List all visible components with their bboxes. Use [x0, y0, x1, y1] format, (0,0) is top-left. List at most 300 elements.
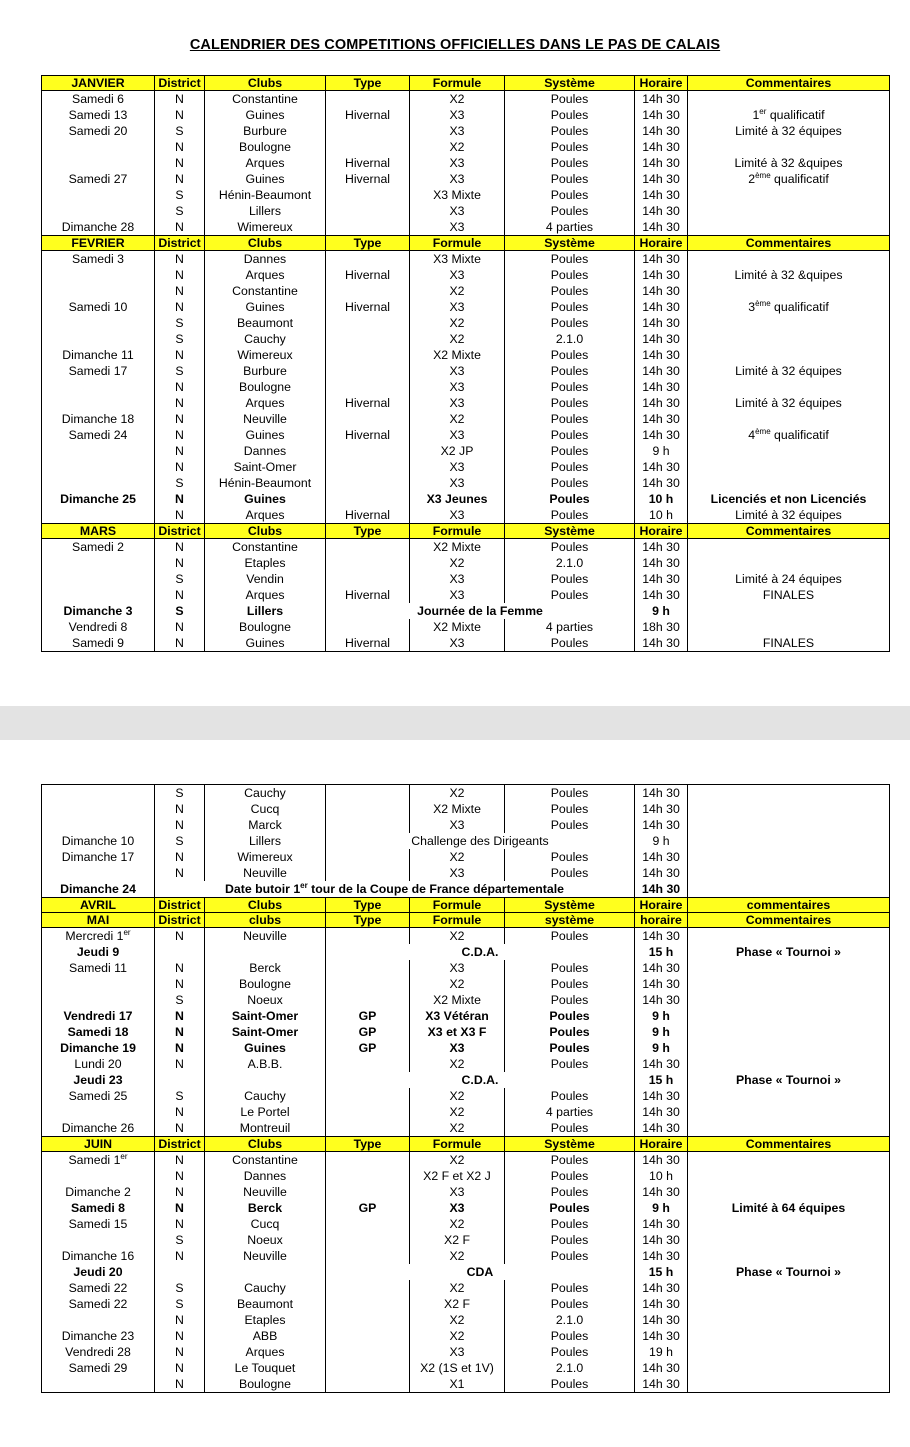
cell-club: Dannes	[205, 443, 326, 459]
cell-horaire: 14h 30	[635, 881, 688, 898]
cell-district: N	[155, 427, 205, 443]
cell-date	[42, 555, 155, 571]
cell-club: Guines	[205, 171, 326, 187]
cell-systeme: Poules	[505, 363, 635, 379]
table-row	[42, 203, 890, 219]
cell-formule: X3 et X3 F	[410, 1024, 505, 1040]
table-row	[42, 571, 890, 587]
cell-district: S	[155, 123, 205, 139]
cell-commentaire: Phase « Tournoi »	[688, 944, 890, 960]
cell-district: N	[155, 865, 205, 881]
cell-systeme: 2.1.0	[505, 1360, 635, 1376]
cell-club: Lillers	[205, 833, 326, 849]
cell-district: N	[155, 91, 205, 108]
cell-date: Samedi 29	[42, 1360, 155, 1376]
cell-club: Clubs	[205, 76, 326, 91]
cell-systeme: Poules	[505, 635, 635, 652]
cell-commentaire	[688, 331, 890, 347]
cell-club: Neuville	[205, 1248, 326, 1264]
cell-formule: Formule	[410, 76, 505, 91]
cell-systeme: Poules	[505, 1296, 635, 1312]
cell-club: Noeux	[205, 992, 326, 1008]
cell-formule: X2	[410, 785, 505, 802]
cell-formule: X3	[410, 171, 505, 187]
cell-type	[326, 1280, 410, 1296]
cell-horaire: 14h 30	[635, 928, 688, 945]
table-row	[42, 1072, 890, 1088]
cell-commentaire	[688, 603, 890, 619]
cell-commentaire: Limité à 32 &quipes	[688, 155, 890, 171]
cell-horaire: 14h 30	[635, 315, 688, 331]
cell-type	[326, 1088, 410, 1104]
cell-horaire: 9 h	[635, 603, 688, 619]
cell-horaire: 14h 30	[635, 1152, 688, 1169]
cell-systeme: 2.1.0	[505, 331, 635, 347]
cell-systeme: Poules	[505, 443, 635, 459]
cell-type	[326, 187, 410, 203]
cell-horaire: 9 h	[635, 833, 688, 849]
cell-systeme: Poules	[505, 379, 635, 395]
cell-horaire: 14h 30	[635, 219, 688, 236]
cell-club: Arques	[205, 267, 326, 283]
cell-horaire: Horaire	[635, 236, 688, 251]
cell-district	[155, 1072, 205, 1088]
cell-systeme: 4 parties	[505, 619, 635, 635]
cell-type	[326, 1168, 410, 1184]
cell-commentaire: FINALES	[688, 635, 890, 652]
cell-systeme: Poules	[505, 1120, 635, 1137]
cell-horaire: 14h 30	[635, 411, 688, 427]
cell-commentaire	[688, 187, 890, 203]
cell-date: MARS	[42, 524, 155, 539]
cell-district: District	[155, 76, 205, 91]
cell-formule: X3	[410, 507, 505, 524]
cell-date	[42, 507, 155, 524]
cell-district: S	[155, 603, 205, 619]
cell-commentaire	[688, 976, 890, 992]
cell-district: S	[155, 833, 205, 849]
cell-formule: X2	[410, 1312, 505, 1328]
cell-systeme: Poules	[505, 1024, 635, 1040]
table-row	[42, 1232, 890, 1248]
cell-merged-event: C.D.A.	[326, 1072, 635, 1088]
cell-district: S	[155, 1296, 205, 1312]
cell-formule: Formule	[410, 898, 505, 913]
cell-horaire: 14h 30	[635, 635, 688, 652]
cell-systeme: Poules	[505, 315, 635, 331]
cell-date: Vendredi 28	[42, 1344, 155, 1360]
cell-commentaire: 3ème qualificatif	[688, 299, 890, 315]
cell-systeme: Poules	[505, 283, 635, 299]
cell-club: Neuville	[205, 1184, 326, 1200]
cell-systeme: Poules	[505, 992, 635, 1008]
cell-club	[205, 1264, 326, 1280]
page-title: CALENDRIER DES COMPETITIONS OFFICIELLES DANS LE PAS DE CALAIS	[189, 37, 721, 53]
cell-systeme: Poules	[505, 1040, 635, 1056]
cell-club: Clubs	[205, 524, 326, 539]
cell-club: Arques	[205, 507, 326, 524]
cell-horaire: 14h 30	[635, 1376, 688, 1393]
table-row	[42, 944, 890, 960]
table-row	[42, 1264, 890, 1280]
cell-horaire: 14h 30	[635, 395, 688, 411]
cell-date: Dimanche 11	[42, 347, 155, 363]
cell-systeme: Poules	[505, 107, 635, 123]
cell-horaire: 14h 30	[635, 785, 688, 802]
cell-systeme: Poules	[505, 587, 635, 603]
cell-formule: X2	[410, 331, 505, 347]
cell-district: S	[155, 1088, 205, 1104]
cell-club: Marck	[205, 817, 326, 833]
cell-commentaire	[688, 881, 890, 898]
cell-type: GP	[326, 1040, 410, 1056]
cell-systeme: Système	[505, 898, 635, 913]
table-row	[42, 139, 890, 155]
cell-district: N	[155, 1184, 205, 1200]
cell-district: N	[155, 171, 205, 187]
table-row	[42, 299, 890, 315]
cell-date	[42, 475, 155, 491]
cell-horaire: 15 h	[635, 1072, 688, 1088]
cell-district: N	[155, 107, 205, 123]
cell-commentaire	[688, 960, 890, 976]
cell-type	[326, 1104, 410, 1120]
cell-formule: X2	[410, 1216, 505, 1232]
cell-club	[205, 1072, 326, 1088]
cell-district: S	[155, 187, 205, 203]
cell-formule: X3	[410, 459, 505, 475]
cell-systeme: Poules	[505, 491, 635, 507]
cell-club: Hénin-Beaumont	[205, 475, 326, 491]
cell-systeme: Poules	[505, 1216, 635, 1232]
cell-type	[326, 283, 410, 299]
cell-systeme: Système	[505, 524, 635, 539]
table-row	[42, 171, 890, 187]
cell-date: MAI	[42, 913, 155, 928]
table-row	[42, 1328, 890, 1344]
cell-date: Samedi 1er	[42, 1152, 155, 1169]
cell-commentaire	[688, 1232, 890, 1248]
cell-formule: X2	[410, 1328, 505, 1344]
cell-commentaire: Phase « Tournoi »	[688, 1264, 890, 1280]
cell-horaire: Horaire	[635, 524, 688, 539]
cell-district	[155, 944, 205, 960]
cell-commentaire	[688, 1056, 890, 1072]
cell-club: Beaumont	[205, 1296, 326, 1312]
table-row	[42, 155, 890, 171]
cell-date	[42, 155, 155, 171]
cell-commentaire: Limité à 32 équipes	[688, 363, 890, 379]
cell-date	[42, 817, 155, 833]
cell-merged-note: Date butoir 1er tour de la Coupe de France départementale	[155, 881, 635, 898]
cell-commentaire	[688, 347, 890, 363]
cell-district: N	[155, 1024, 205, 1040]
cell-type	[326, 992, 410, 1008]
cell-date: Samedi 20	[42, 123, 155, 139]
cell-horaire: 14h 30	[635, 187, 688, 203]
cell-horaire: 14h 30	[635, 267, 688, 283]
cell-formule: X2 Mixte	[410, 619, 505, 635]
cell-type	[326, 1232, 410, 1248]
cell-type: Hivernal	[326, 155, 410, 171]
cell-commentaire: Limité à 32 équipes	[688, 395, 890, 411]
cell-type	[326, 1312, 410, 1328]
table-row	[42, 865, 890, 881]
cell-horaire: 14h 30	[635, 475, 688, 491]
cell-type: Hivernal	[326, 107, 410, 123]
cell-systeme: Poules	[505, 1280, 635, 1296]
cell-district: N	[155, 283, 205, 299]
cell-formule: X3	[410, 123, 505, 139]
cell-district: N	[155, 1120, 205, 1137]
cell-systeme: Poules	[505, 571, 635, 587]
cell-horaire: 14h 30	[635, 865, 688, 881]
cell-commentaire: commentaires	[688, 898, 890, 913]
cell-date	[42, 865, 155, 881]
cell-commentaire	[688, 928, 890, 945]
month-header-row	[42, 1137, 890, 1152]
table-row	[42, 491, 890, 507]
table-row	[42, 123, 890, 139]
cell-horaire: 14h 30	[635, 139, 688, 155]
cell-district: S	[155, 363, 205, 379]
cell-club: Hénin-Beaumont	[205, 187, 326, 203]
cell-club: Lillers	[205, 203, 326, 219]
cell-type	[326, 928, 410, 945]
cell-club: Montreuil	[205, 1120, 326, 1137]
cell-date: Dimanche 10	[42, 833, 155, 849]
cell-commentaire	[688, 475, 890, 491]
table-row	[42, 363, 890, 379]
cell-date	[42, 801, 155, 817]
cell-club: Guines	[205, 299, 326, 315]
cell-club: Clubs	[205, 236, 326, 251]
cell-formule: Formule	[410, 1137, 505, 1152]
cell-formule: X3	[410, 219, 505, 236]
cell-date	[42, 459, 155, 475]
cell-horaire: 14h 30	[635, 587, 688, 603]
cell-date	[42, 992, 155, 1008]
cell-formule: X2 Mixte	[410, 347, 505, 363]
cell-type	[326, 331, 410, 347]
cell-commentaire	[688, 801, 890, 817]
cell-horaire: 14h 30	[635, 379, 688, 395]
cell-club: Cucq	[205, 1216, 326, 1232]
cell-district: S	[155, 203, 205, 219]
cell-date: Samedi 13	[42, 107, 155, 123]
cell-commentaire	[688, 443, 890, 459]
cell-systeme: Poules	[505, 507, 635, 524]
cell-date: Dimanche 16	[42, 1248, 155, 1264]
cell-horaire: 14h 30	[635, 123, 688, 139]
cell-formule: X3	[410, 155, 505, 171]
cell-date: Dimanche 24	[42, 881, 155, 898]
cell-type	[326, 219, 410, 236]
cell-commentaire	[688, 619, 890, 635]
cell-club: Lillers	[205, 603, 326, 619]
cell-type	[326, 619, 410, 635]
cell-type	[326, 1296, 410, 1312]
cell-horaire: 14h 30	[635, 347, 688, 363]
cell-commentaire	[688, 1008, 890, 1024]
cell-systeme: Poules	[505, 299, 635, 315]
cell-horaire: 14h 30	[635, 976, 688, 992]
table-row	[42, 1184, 890, 1200]
cell-date: JUIN	[42, 1137, 155, 1152]
table-row	[42, 283, 890, 299]
cell-type	[326, 1120, 410, 1137]
cell-horaire: 9 h	[635, 1200, 688, 1216]
cell-commentaire	[688, 139, 890, 155]
cell-commentaire	[688, 1376, 890, 1393]
cell-date	[42, 1232, 155, 1248]
cell-systeme: Poules	[505, 203, 635, 219]
cell-district: N	[155, 443, 205, 459]
cell-horaire: 14h 30	[635, 992, 688, 1008]
cell-horaire: 15 h	[635, 944, 688, 960]
cell-systeme: Poules	[505, 123, 635, 139]
cell-district: N	[155, 928, 205, 945]
cell-type: Hivernal	[326, 427, 410, 443]
cell-horaire: 14h 30	[635, 299, 688, 315]
cell-type	[326, 91, 410, 108]
cell-commentaire: Commentaires	[688, 913, 890, 928]
cell-horaire: 14h 30	[635, 251, 688, 268]
cell-horaire: 14h 30	[635, 817, 688, 833]
cell-district: S	[155, 331, 205, 347]
cell-systeme: Poules	[505, 1200, 635, 1216]
cell-type	[326, 1248, 410, 1264]
cell-date	[42, 571, 155, 587]
cell-horaire: Horaire	[635, 1137, 688, 1152]
cell-club: Saint-Omer	[205, 1008, 326, 1024]
cell-date	[42, 203, 155, 219]
cell-type	[326, 491, 410, 507]
cell-horaire: 14h 30	[635, 555, 688, 571]
cell-merged-event: Journée de la Femme	[326, 603, 635, 619]
table-row	[42, 635, 890, 652]
table-row	[42, 1376, 890, 1393]
cell-type: Hivernal	[326, 267, 410, 283]
cell-type	[326, 443, 410, 459]
cell-horaire: 14h 30	[635, 363, 688, 379]
cell-district: N	[155, 1248, 205, 1264]
cell-club: Arques	[205, 155, 326, 171]
cell-formule: X2	[410, 1120, 505, 1137]
cell-date	[42, 315, 155, 331]
cell-date: Samedi 8	[42, 1200, 155, 1216]
cell-date: Dimanche 19	[42, 1040, 155, 1056]
cell-club: Boulogne	[205, 139, 326, 155]
cell-club: Cauchy	[205, 785, 326, 802]
cell-systeme: Poules	[505, 1168, 635, 1184]
cell-formule: X1	[410, 1376, 505, 1393]
cell-district: N	[155, 976, 205, 992]
cell-commentaire	[688, 992, 890, 1008]
cell-club: ABB	[205, 1328, 326, 1344]
cell-club: Le Portel	[205, 1104, 326, 1120]
cell-horaire: 14h 30	[635, 1056, 688, 1072]
cell-commentaire: Limité à 32 &quipes	[688, 267, 890, 283]
cell-type	[326, 555, 410, 571]
cell-date: Dimanche 3	[42, 603, 155, 619]
cell-club: Neuville	[205, 411, 326, 427]
table-row	[42, 219, 890, 236]
cell-systeme: 2.1.0	[505, 1312, 635, 1328]
month-header-row	[42, 236, 890, 251]
cell-horaire: horaire	[635, 913, 688, 928]
cell-district: N	[155, 1344, 205, 1360]
cell-district: N	[155, 251, 205, 268]
cell-type	[326, 379, 410, 395]
cell-district: S	[155, 315, 205, 331]
cell-horaire: 14h 30	[635, 331, 688, 347]
month-header-row	[42, 524, 890, 539]
cell-commentaire	[688, 1216, 890, 1232]
cell-type	[326, 347, 410, 363]
cell-type	[326, 1056, 410, 1072]
cell-systeme: Poules	[505, 1088, 635, 1104]
cell-systeme: Poules	[505, 1344, 635, 1360]
cell-date: Samedi 22	[42, 1296, 155, 1312]
cell-formule: X2 Mixte	[410, 801, 505, 817]
cell-horaire: 14h 30	[635, 1360, 688, 1376]
cell-type	[326, 571, 410, 587]
cell-formule: X2	[410, 139, 505, 155]
table-row	[42, 1040, 890, 1056]
cell-date	[42, 1104, 155, 1120]
cell-type: Hivernal	[326, 171, 410, 187]
cell-systeme: Poules	[505, 817, 635, 833]
cell-horaire: 14h 30	[635, 1312, 688, 1328]
cell-club: Cauchy	[205, 1088, 326, 1104]
cell-commentaire: Limité à 64 équipes	[688, 1200, 890, 1216]
cell-club: Cauchy	[205, 1280, 326, 1296]
cell-district: S	[155, 475, 205, 491]
cell-commentaire	[688, 1104, 890, 1120]
cell-systeme: 4 parties	[505, 1104, 635, 1120]
cell-horaire: 14h 30	[635, 1232, 688, 1248]
cell-formule: X3	[410, 635, 505, 652]
cell-district: N	[155, 539, 205, 556]
cell-date: Jeudi 20	[42, 1264, 155, 1280]
month-header-row	[42, 913, 890, 928]
cell-district: S	[155, 571, 205, 587]
cell-horaire: 9 h	[635, 1008, 688, 1024]
cell-formule: X3	[410, 1040, 505, 1056]
cell-date: Jeudi 23	[42, 1072, 155, 1088]
cell-commentaire: Commentaires	[688, 524, 890, 539]
cell-formule: X3 Jeunes	[410, 491, 505, 507]
cell-systeme: Poules	[505, 1152, 635, 1169]
table-row	[42, 539, 890, 556]
table-row	[42, 187, 890, 203]
cell-horaire: 14h 30	[635, 960, 688, 976]
cell-systeme: Poules	[505, 427, 635, 443]
table-row	[42, 785, 890, 802]
page-2	[0, 740, 910, 1447]
cell-type	[326, 251, 410, 268]
table-row	[42, 1024, 890, 1040]
cell-club: Arques	[205, 395, 326, 411]
cell-type	[326, 1328, 410, 1344]
table-row	[42, 849, 890, 865]
table-row	[42, 1312, 890, 1328]
cell-formule: X2	[410, 1088, 505, 1104]
cell-commentaire	[688, 1040, 890, 1056]
cell-date: Samedi 9	[42, 635, 155, 652]
cell-horaire: 14h 30	[635, 283, 688, 299]
